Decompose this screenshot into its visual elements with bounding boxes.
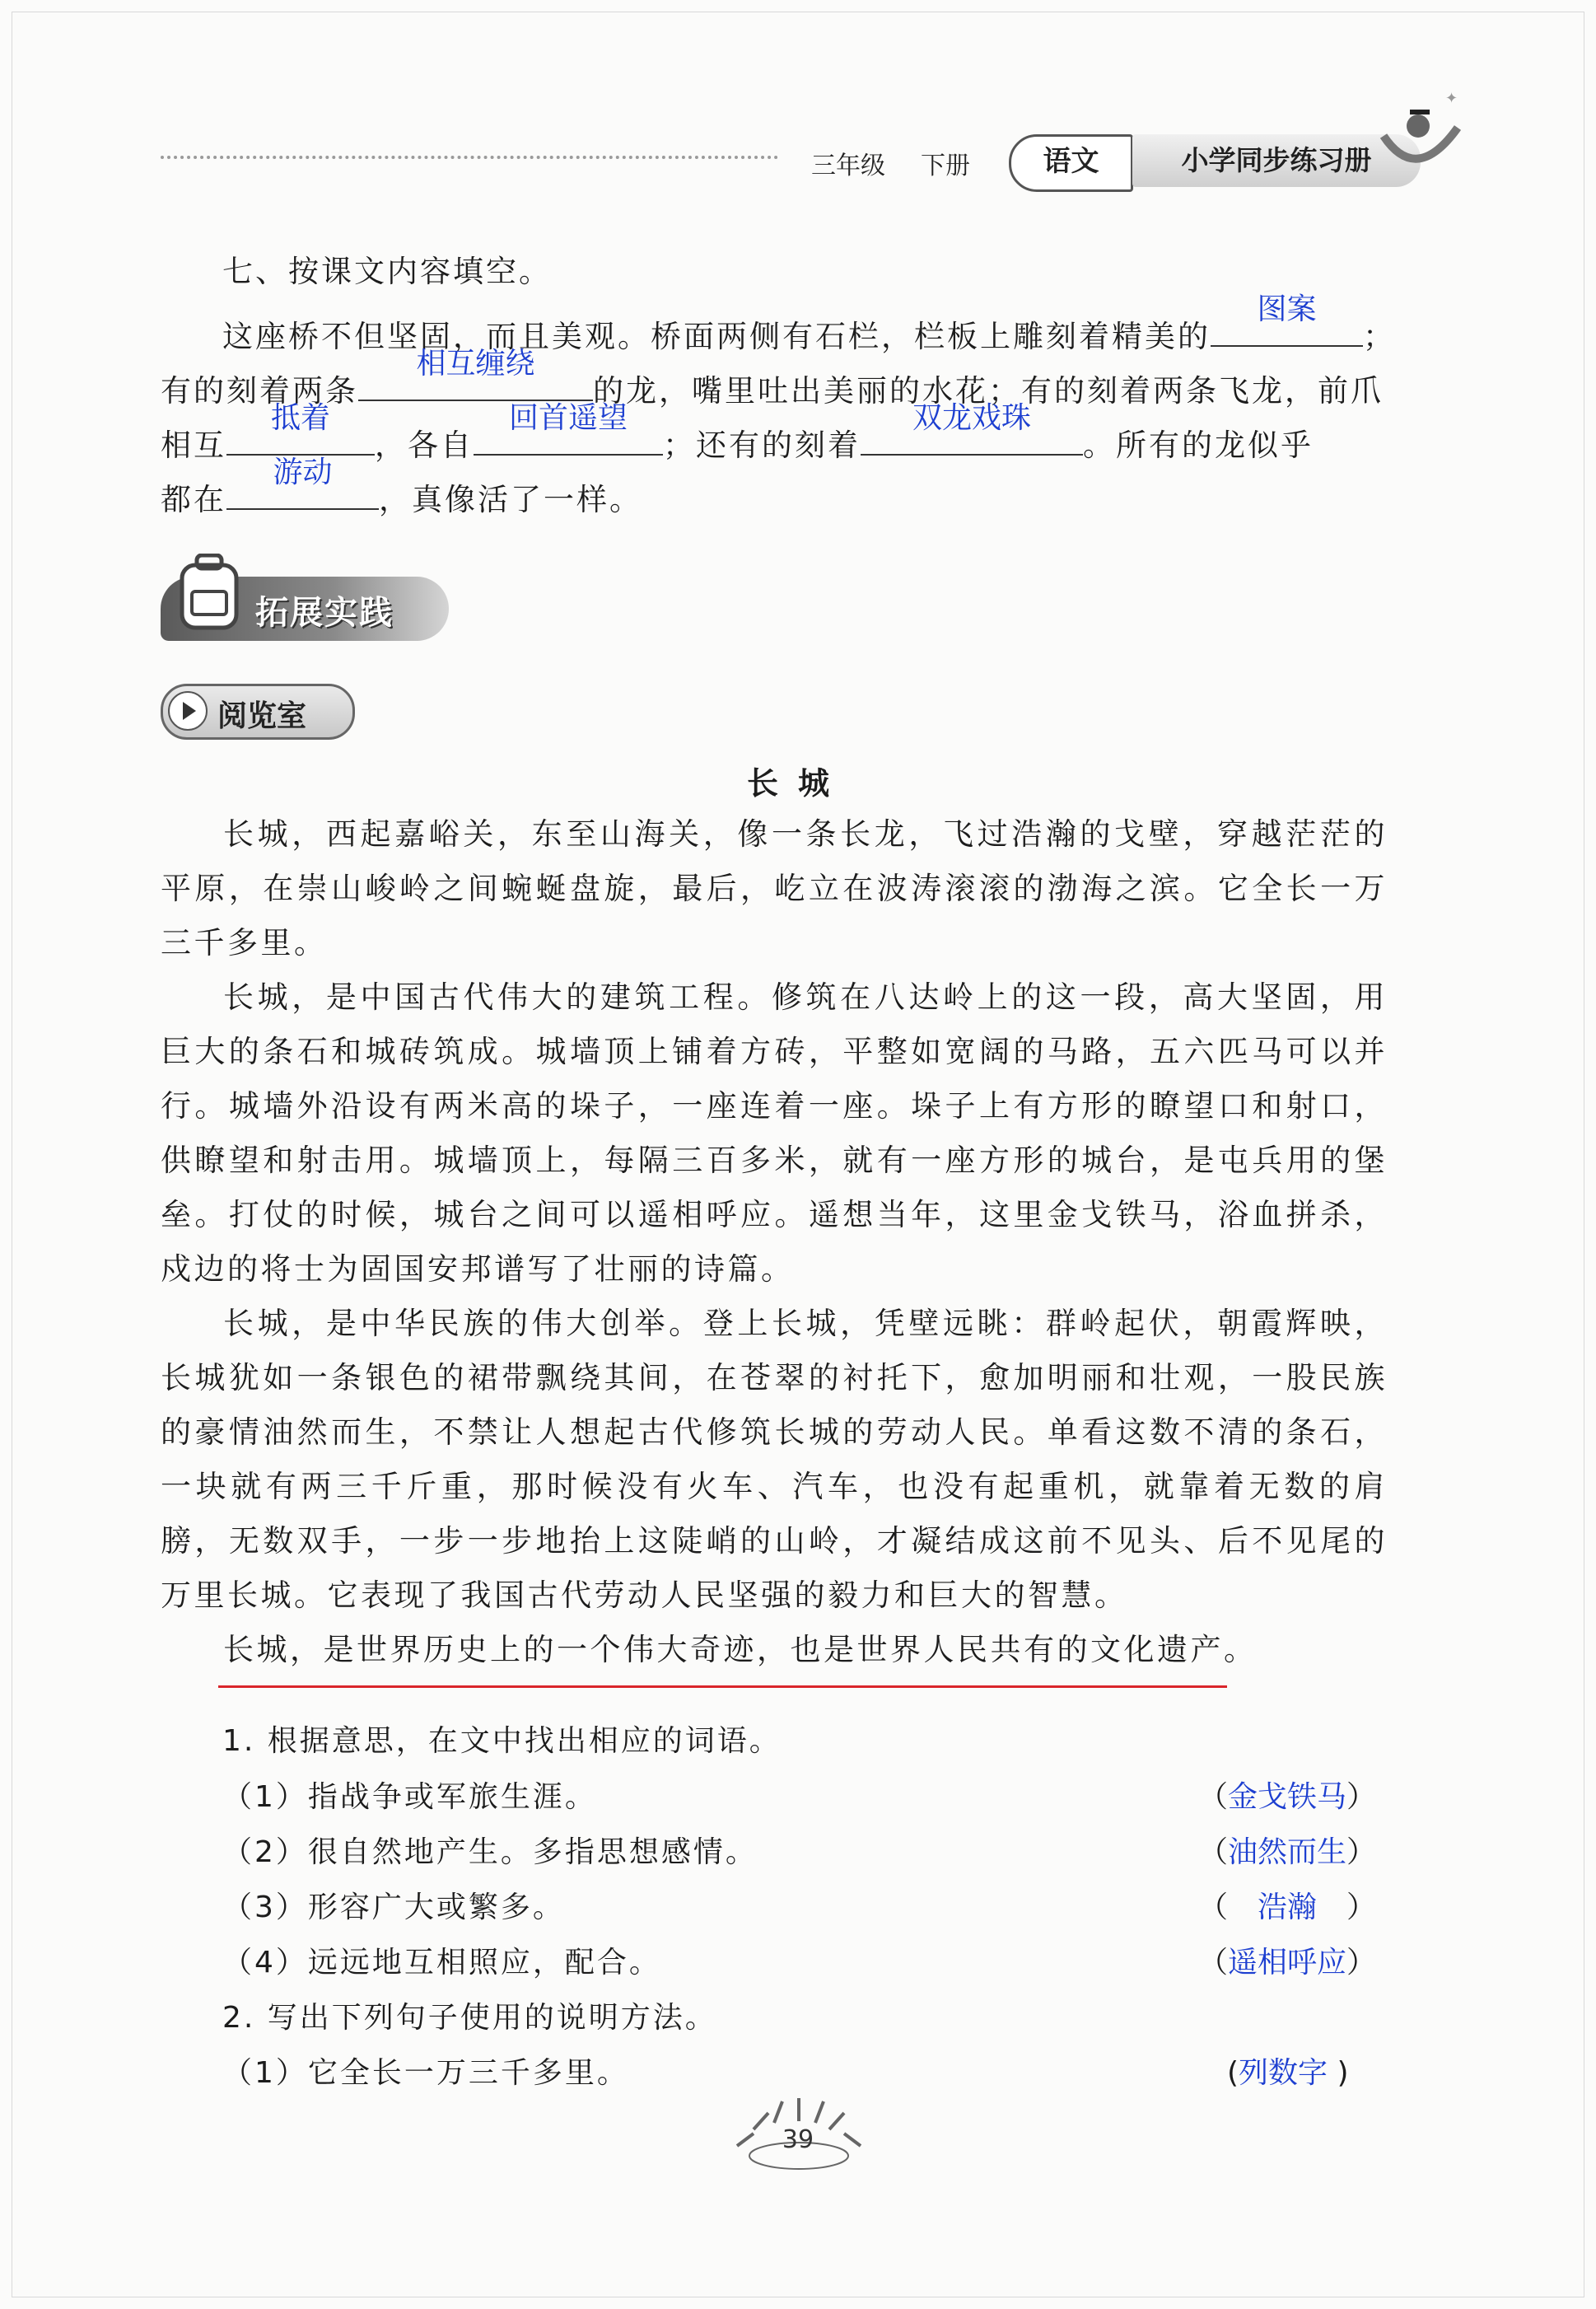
answer-2: 相互缠绕 <box>416 347 535 381</box>
red-underline <box>218 1685 1227 1688</box>
q1-answer-2: 油然而生 <box>1228 1835 1347 1869</box>
subject-tag: 语文 <box>1009 134 1133 192</box>
article-paragraph-3: 长城，是中华民族的伟大创举。登上长城，凭壁远眺：群岭起伏，朝霞辉映，长城犹如一条银色的裙带飘绕其间，在苍翠的衬托下，愈加明丽和壮观，一股民族的豪情油然而生，不禁让人想起古代修筑长城的劳动人民。单看这数不清的条石，一块就有两三千斤重，那时候没有火车、汽车，也没有起重机，就靠着无数的肩膀，无数双手，一步一步地抬上这陡峭的山岭，才凝结成这前不见头、后不见尾的万里长城。它表现了我国古代劳动人民坚强的毅力和巨大的智慧。 <box>161 1306 1388 1613</box>
fill-text: 。所有的龙似乎 <box>1083 428 1314 463</box>
fill-text: ，真像活了一样。 <box>379 482 642 517</box>
article-paragraph-1: 长城，西起嘉峪关，东至山海关，像一条长龙，飞过浩瀚的戈壁，穿越茫茫的平原，在崇山峻岭之间蜿蜒盘旋，最后，屹立在波涛滚滚的渤海之滨。它全长一万三千多里。 <box>161 816 1388 961</box>
header-dotted-rule <box>161 156 778 159</box>
article-paragraph-2: 长城，是中国古代伟大的建筑工程。修筑在八达岭上的这一段，高大坚固，用巨大的条石和城砖筑成。城墙顶上铺着方砖，平整如宽阔的马路，五六匹马可以并行。城墙外沿设有两米高的垛子，一座连着一座。垛子上有方形的瞭望口和射口，供瞭望和射击用。城墙顶上，每隔三百多米，就有一座方形的城台，是屯兵用的堡垒。打仗的时候，城台之间可以遥相呼应。遥想当年，这里金戈铁马，浴血拼杀，戍边的将士为固国安邦谱写了壮丽的诗篇。 <box>161 979 1388 1287</box>
q1-answer-3: 浩瀚 <box>1258 1891 1318 1924</box>
blank-1 <box>1211 292 1363 347</box>
fill-text: 都在 <box>161 482 226 517</box>
page-number: 39 <box>782 2125 814 2154</box>
q2-answer-box-1: (列数字 ) <box>1227 2056 1349 2090</box>
blank-4 <box>474 401 663 456</box>
fill-text: 相互 <box>161 428 226 463</box>
q1-answer-box-4: （遥相呼应） <box>1198 1946 1377 1979</box>
q1-item-3: （3）形容广大或繁多。 <box>222 1891 565 1924</box>
q1-item-1: （1）指战争或军旅生涯。 <box>222 1780 597 1814</box>
question-1: 1. 根据意思，在文中找出相应的词语。 <box>222 1724 782 1758</box>
blank-6 <box>226 456 379 510</box>
q1-answer-box-1: （金戈铁马） <box>1198 1780 1377 1814</box>
question-2: 2. 写出下列句子使用的说明方法。 <box>222 2001 717 2035</box>
fill-text: ，各自 <box>375 428 474 463</box>
q1-answer-box-2: （油然而生） <box>1198 1835 1377 1869</box>
q1-answer-1: 金戈铁马 <box>1228 1780 1347 1814</box>
reading-room-label: 阅览室 <box>217 699 307 733</box>
article-title: 长城 <box>746 765 849 802</box>
article-paragraph-4: 长城，是世界历史上的一个伟大奇迹，也是世界人民共有的文化遗产。 <box>223 1632 1258 1667</box>
answer-3: 抵着 <box>270 401 330 435</box>
fill-text: 的龙，嘴里吐出美丽的水花；有的刻着两条飞龙，前爪 <box>593 373 1384 409</box>
backpack-icon <box>177 554 243 633</box>
answer-1: 图案 <box>1257 292 1317 326</box>
q1-item-2: （2）很自然地产生。多指思想感情。 <box>222 1835 758 1869</box>
q1-answer-4: 遥相呼应 <box>1228 1946 1347 1979</box>
answer-5: 双龙戏珠 <box>912 401 1031 435</box>
fill-text: 有的刻着两条 <box>161 373 358 409</box>
grade-label: 三年级 <box>811 152 885 180</box>
section-banner-label: 拓展实践 <box>255 594 394 632</box>
fill-text: ； <box>1363 319 1396 354</box>
q2-item-1: （1）它全长一万三千多里。 <box>222 2056 629 2090</box>
section7-heading: 七、按课文内容填空。 <box>222 254 552 289</box>
fill-text: 这座桥不但坚固，而且美观。桥面两侧有石栏，栏板上雕刻着精美的 <box>222 319 1211 354</box>
volume-label: 下册 <box>921 152 970 180</box>
play-arrow-icon <box>168 691 208 731</box>
fill-line-4 <box>161 456 642 527</box>
svg-text:✦: ✦ <box>1445 90 1458 107</box>
reading-room-tab <box>161 684 355 740</box>
q2-answer-1: 列数字 <box>1239 2056 1328 2090</box>
blank-5 <box>861 401 1083 456</box>
fill-text: ；还有的刻着 <box>663 428 861 463</box>
q1-item-4: （4）远远地互相照应，配合。 <box>222 1946 661 1979</box>
answer-4: 回首遥望 <box>508 401 628 435</box>
series-title: 小学同步练习册 <box>1132 134 1421 187</box>
q1-answer-box-3: （ 浩瀚 ） <box>1198 1891 1377 1924</box>
answer-6: 游动 <box>273 456 333 489</box>
mascot-icon <box>1367 86 1466 185</box>
